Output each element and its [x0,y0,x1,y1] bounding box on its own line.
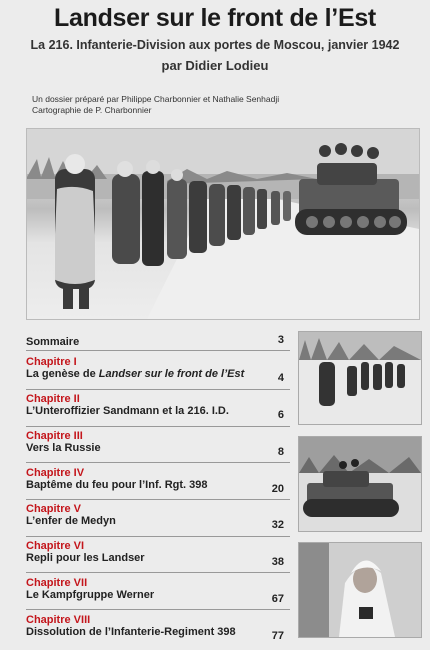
toc-chapter-3 [26,430,290,458]
divider [26,536,290,537]
document-subtitle: La 216. Infanterie-Division aux portes de Moscou, janvier 1942 [30,38,400,52]
cartography-credit: Cartographie de P. Charbonnier [32,105,152,115]
chapter-label: Chapitre VII [26,577,88,589]
chapter-label: Chapitre III [26,430,83,442]
toc-chapter-6 [26,540,290,568]
toc-chapter-2 [26,393,290,421]
toc-chapter-4 [26,467,290,495]
toc-sommaire [26,332,290,346]
chapter-title: Baptême du feu pour l’Inf. Rgt. 398 [26,479,208,491]
chapter-title: L’Unteroffizier Sandmann et la 216. I.D. [26,405,229,417]
divider [26,462,290,463]
side-photo-infantry-snow [298,331,422,425]
chapter-label: Chapitre VI [26,540,85,552]
toc-chapter-5 [26,503,290,531]
divider [26,350,290,351]
page-number: 6 [277,409,284,421]
divider [26,572,290,573]
page-number: 20 [271,483,284,495]
page-number: 77 [271,630,284,642]
chapter-title: Dissolution de l’Infanterie-Regiment 398 [26,626,236,638]
page-number: 4 [277,372,284,384]
page-number: 3 [277,334,284,346]
sommaire-label: Sommaire [26,336,80,348]
chapter-title: La genèse de Landser sur le front de l’Est [26,368,245,380]
main-photo-soldiers-column [26,128,420,320]
chapter-label: Chapitre V [26,503,82,515]
chapter-label: Chapitre IV [26,467,85,479]
page-number: 67 [271,593,284,605]
chapter-title: Repli pour les Landser [26,552,145,564]
side-photo-soldier-portrait [298,542,422,638]
chapter-label: Chapitre VIII [26,614,91,626]
page-number: 32 [271,519,284,531]
chapter-title: Vers la Russie [26,442,101,454]
toc-chapter-8 [26,614,290,642]
chapter-label: Chapitre II [26,393,80,405]
page-number: 38 [271,556,284,568]
credit-line: Un dossier préparé par Philippe Charbonnier et Nathalie Senhadji [32,94,280,104]
divider [26,426,290,427]
author-line: par Didier Lodieu [161,58,269,73]
toc-chapter-1 [26,356,290,384]
document-title: Landser sur le front de l’Est [54,4,376,32]
divider [26,389,290,390]
divider [26,609,290,610]
divider [26,499,290,500]
chapter-title: L’enfer de Medyn [26,515,116,527]
side-photo-tank-snow [298,436,422,532]
chapter-title: Le Kampfgruppe Werner [26,589,155,601]
chapter-label: Chapitre I [26,356,77,368]
toc-chapter-7 [26,577,290,605]
page-number: 8 [277,446,284,458]
